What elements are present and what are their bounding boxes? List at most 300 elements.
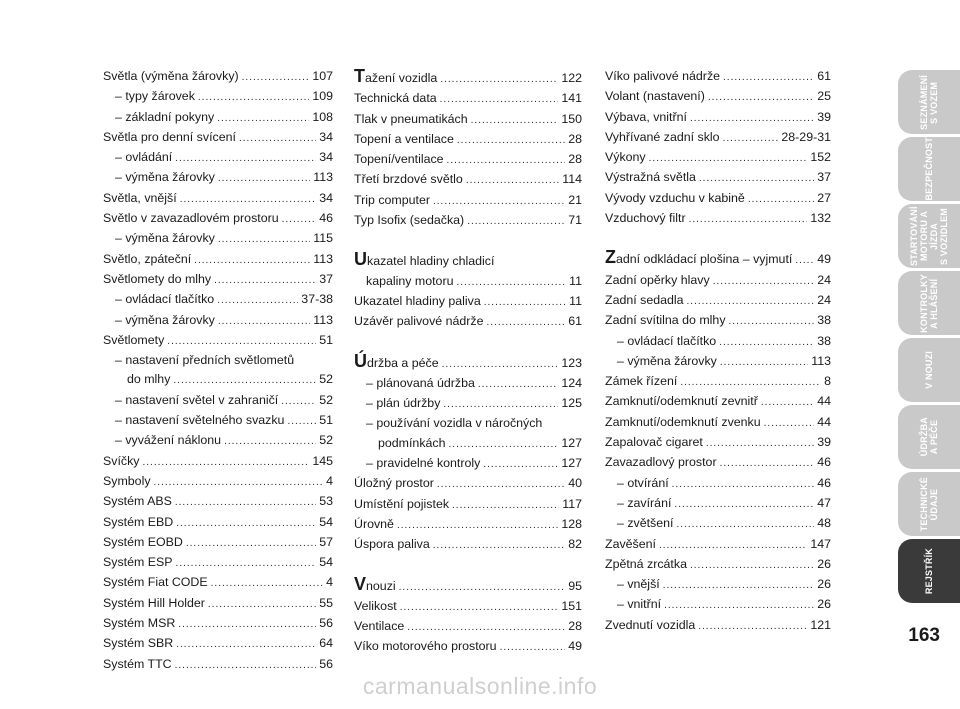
index-entry-text: Zadní opěrky hlavy [605,272,710,287]
index-entry-title [617,474,669,493]
index-entry-title [354,191,430,210]
index-entry-title [605,291,684,310]
dot-leader [720,353,808,372]
index-entry-page: 107 [312,69,333,83]
index-entry-text: Zamknutí/odemknutí zvenku [605,414,761,429]
index-entry-page: 108 [312,109,333,124]
chapter-tab-label: KONTROLKY A HLÁŠENÍ [919,273,939,333]
index-entry [354,637,582,657]
section-gap [354,556,582,575]
index-entry-title [617,514,673,533]
index-entry-text: Víko palivové nádrže [605,69,721,83]
index-entry-page: 64 [319,636,333,651]
index-entry-page: 82 [568,537,582,552]
index-entry-title [354,515,394,534]
index-entry-text: – plán údržby [366,396,441,411]
index-entry-text: – používání vozidla v náročných [366,416,543,431]
dot-leader [176,635,316,654]
index-entry [605,352,831,372]
index-entry-page: 124 [561,375,582,390]
chapter-tab-label: TECHNICKÉ ÚDAJE [919,476,939,532]
dot-leader [178,615,316,634]
index-entry-title [605,148,646,167]
chapter-tab [898,472,960,536]
index-entry-page: 26 [817,577,831,592]
dot-leader [672,475,815,494]
index-entry [354,515,582,535]
index-entry-text: Systém TTC [103,656,172,671]
index-entry [354,67,582,89]
index-entry-page: 47 [817,495,831,510]
index-entry-page: 121 [810,617,831,632]
index-entry-page: 150 [561,111,582,126]
dot-leader [214,271,316,290]
index-entry-page: 24 [817,272,831,287]
index-entry-title [605,271,710,290]
index-entry [354,292,582,312]
index-entry-page: 113 [313,170,333,185]
index-entry-page: 26 [817,597,831,612]
index-entry-title [378,434,446,453]
dot-leader [713,272,815,291]
index-entry [605,67,831,87]
index-entry-page: 38 [817,313,831,328]
index-entry-text: Třetí brzdové světlo [354,172,463,187]
index-entry-title [115,229,215,248]
index-entry [354,414,582,433]
index-entry-title [103,250,191,269]
index-entry-page: 52 [319,372,333,387]
section-initial: Ú [354,350,367,371]
index-entry-title [103,533,183,552]
index-entry-page: 38 [817,333,831,348]
index-entry-page: 54 [319,555,333,570]
index-entry-page: 37-38 [301,292,333,307]
index-entry-text: Světla, vnější [103,190,177,205]
index-entry-text: – výměna žárovky [115,312,215,327]
index-entry [605,128,831,148]
dot-leader [143,453,310,472]
dot-leader [723,129,779,148]
dot-leader [698,617,807,636]
dot-leader [689,210,808,229]
index-entry-page: 113 [313,251,333,266]
dot-leader [175,493,316,512]
index-entry-page: 4 [326,575,333,590]
index-entry-title [103,492,172,511]
section-gap [354,231,582,250]
dot-leader [176,554,317,573]
index-entry [354,312,582,332]
index-entry-text: Systém Hill Holder [103,595,205,610]
dot-leader [173,371,316,390]
dot-leader [471,111,559,130]
index-entry-title [115,148,172,167]
index-entry-page: 54 [319,514,333,529]
index-entry-page: 4 [326,473,333,488]
index-entry-title [103,209,279,228]
index-entry-page: 34 [319,129,333,144]
index-entry-text: – typy žárovek [115,89,195,104]
index-entry [354,352,582,374]
index-entry-text: – základní pokyny [115,109,215,124]
index-entry [103,209,333,229]
dot-leader [180,190,317,209]
index-entry-title [617,595,661,614]
index-entry-page: 49 [568,639,582,654]
index-entry-page: 57 [319,534,333,549]
index-entry [354,474,582,494]
index-entry-text: – ovládací tlačítko [115,292,215,307]
dot-leader [452,496,559,515]
index-entry-title [605,372,677,391]
dot-leader [211,574,323,593]
index-entry-title [354,130,454,149]
index-entry-text: Typ Isofix (sedačka) [354,213,465,228]
index-entry-page: 56 [319,656,333,671]
index-entry-page: 46 [817,475,831,490]
index-entry-page: 46 [817,455,831,470]
section-initial: U [354,249,367,270]
section-initial: T [354,66,365,86]
index-entry-title [617,494,671,513]
index-entry-title [354,575,396,596]
index-entry [354,272,582,292]
index-entry-title [103,128,236,147]
index-entry [354,89,582,109]
index-entry [605,189,831,209]
index-entry-title [605,168,696,187]
chapter-tab-label: REJSTŘÍK [924,547,934,595]
chapter-tab-label: SEZNÁMENÍ S VOZEM [919,74,939,130]
dot-leader [198,88,309,107]
index-entry-title [617,575,660,594]
dot-leader [663,576,815,595]
index-entry [103,573,333,593]
chapter-tab [898,204,960,268]
index-entry-text: – zavírání [617,495,672,510]
index-entry-page: 152 [810,150,831,165]
index-entry [605,248,831,270]
index-entry-page: 39 [817,435,831,450]
chapter-tab [898,539,960,603]
dot-leader [486,313,565,332]
index-entry-text: Systém SBR [103,636,174,651]
index-entry-page: 40 [568,476,582,491]
index-entry-text: Světla (výměna žárovky) [103,69,239,83]
index-entry-text: Volant (nastavení) [605,89,705,104]
dot-leader [719,333,814,352]
index-entry-title [354,110,468,129]
index-entry-text: – vnější [617,577,660,592]
dot-leader [466,171,559,190]
index-entry-page: 109 [312,89,333,104]
index-entry [103,634,333,654]
index-entry-title [605,209,686,228]
index-entry [103,168,333,188]
dot-leader [706,434,814,453]
index-entry-text: Zámek řízení [605,374,678,389]
index-entry-title [354,312,483,331]
index-entry-title [115,108,214,127]
chapter-tab [898,338,960,402]
index-entry [103,87,333,107]
index-entry-page: 44 [817,394,831,409]
chapter-tab [898,271,960,335]
index-entry-title [605,555,687,574]
index-entry-page: 61 [568,314,582,329]
index-entry [605,413,831,433]
index-entry-title [127,370,170,389]
index-entry-page: 52 [319,433,333,448]
index-entry [605,311,831,331]
index-entry-page: 48 [817,516,831,531]
index-entry-title [354,535,430,554]
index-entry-title [605,248,792,269]
index-entry [354,535,582,555]
index-entry-text: Trip computer [354,192,430,207]
index-entry-text: Výstražná světla [605,170,696,185]
index-entry-page: 8 [824,374,831,389]
index-entry [103,290,333,310]
index-entry-page: 34 [319,190,333,205]
index-entry-text: Ukazatel hladiny paliva [354,293,481,308]
index-entry [354,394,582,414]
index-entry-title [115,311,215,330]
index-entry-title [605,189,745,208]
index-entry-text: – vnitřní [617,597,662,612]
index-entry-title [366,394,440,413]
index-entry-page: 26 [817,556,831,571]
dot-leader [708,88,814,107]
dot-leader [154,473,324,492]
index-entry-title [115,87,195,106]
index-entry-page: 25 [817,89,831,104]
dot-leader [723,68,814,87]
index-column-3 [605,67,831,636]
index-entry-text: Úrovně [354,516,394,531]
dot-leader [218,169,310,188]
dot-leader [407,618,565,637]
index-entry [103,533,333,553]
index-entry [354,130,582,150]
index-entry-title [366,272,453,291]
index-entry [354,191,582,211]
dot-leader [764,414,815,433]
dot-leader [400,598,559,617]
index-entry-title [354,170,463,189]
dot-leader [690,556,814,575]
dot-leader [500,638,566,657]
dot-leader [483,455,558,474]
dot-leader [478,375,558,394]
index-column-2 [354,67,582,658]
index-entry-title [354,89,437,108]
index-entry-text: – plánovaná údržba [366,375,475,390]
dot-leader [437,475,565,494]
index-entry-text: ažení vozidla [365,71,438,85]
index-entry-page: 24 [817,292,831,307]
index-entry-text: Systém EBD [103,514,174,529]
dot-leader [218,230,310,249]
index-entry [605,595,831,615]
index-entry-title [115,411,284,430]
index-entry-title [605,392,758,411]
index-entry-title [354,474,434,493]
index-entry-text: Technická data [354,91,437,106]
index-entry [103,431,333,451]
index-entry-text: nouzi [366,578,396,593]
index-entry-title [103,331,164,350]
index-entry [103,614,333,634]
index-entry [103,452,333,472]
dot-leader [699,169,814,188]
index-entry-text: Víko motorového prostoru [354,639,497,654]
index-entry-text: Zapalovač cigaret [605,435,703,450]
index-entry-text: Svíčky [103,453,140,468]
dot-leader [217,109,309,128]
index-entry [103,128,333,148]
index-entry-text: Úspora paliva [354,537,430,552]
index-entry [354,374,582,394]
index-entry-title [103,189,177,208]
index-entry [103,411,333,431]
index-entry-title [366,374,475,393]
index-entry-page: 51 [319,413,333,428]
index-entry-title [103,614,175,633]
index-entry-text: Symboly [103,473,151,488]
index-entry-title [605,128,720,147]
index-entry-text: Vzduchový filtr [605,211,686,226]
index-entry-page: 28 [568,619,582,634]
index-entry [103,270,333,290]
index-entry-title [103,270,211,289]
dot-leader [676,515,814,534]
index-entry-text: Topení/ventilace [354,152,444,167]
section-gap [605,229,831,248]
dot-leader [449,435,559,454]
index-entry-title [103,67,239,86]
index-entry-text: Ventilace [354,619,405,634]
index-entry-page: 51 [319,332,333,347]
dot-leader [680,373,821,392]
index-entry [605,291,831,311]
dot-leader [217,291,298,310]
index-entry [605,453,831,473]
index-entry-text: Systém ESP [103,555,173,570]
index-entry-text: – výměna žárovky [617,353,717,368]
dot-leader [208,595,316,614]
index-entry-page: 34 [319,150,333,165]
index-entry-title [605,453,717,472]
index-entry-page: 132 [810,211,831,226]
index-entry-title [103,655,172,674]
index-entry-title [366,454,480,473]
chapter-tab [898,405,960,469]
index-entry [605,372,831,392]
index-entry [103,513,333,533]
dot-leader [167,332,316,351]
index-entry-title [605,433,703,452]
index-entry-page: 21 [568,192,582,207]
index-entry-page: 55 [319,595,333,610]
dot-leader [175,149,316,168]
dot-leader [186,534,316,553]
index-entry-text: Výkony [605,150,646,165]
section-initial: V [354,573,367,594]
index-entry-text: kazatel hladiny chladicí [367,254,495,269]
index-entry-text: – nastavení světelného svazku [115,413,285,428]
index-entry-page: 53 [319,494,333,509]
index-entry-text: Systém EOBD [103,534,183,549]
index-entry-page: 39 [817,109,831,124]
index-entry-text: Zpětná zrcátka [605,556,687,571]
index-entry-text: Zamknutí/odemknutí zevnitř [605,394,758,409]
index-entry-text: – nastavení předních světlometů [115,353,295,368]
index-entry [605,474,831,494]
index-entry-title [354,352,439,373]
index-entry-page: 125 [561,396,582,411]
index-entry-title [115,391,278,410]
index-entry [354,434,582,454]
index-entry-text: Světlo, zpáteční [103,251,192,266]
index-entry-page: 52 [319,392,333,407]
index-entry [103,492,333,512]
index-entry [354,110,582,130]
index-entry-page: 61 [817,69,831,83]
dot-leader [649,149,808,168]
dot-leader [397,516,558,535]
index-entry-page: 123 [561,355,582,370]
index-entry-title [103,472,151,491]
dot-leader [218,312,310,331]
chapter-tab-label: ÚDRŽBA A PÉČE [919,417,939,457]
dot-leader [443,395,558,414]
index-entry-title [115,431,221,450]
chapter-tab-label: STARTOVÁNÍ MOTORU A JÍZDA S VOZIDLEM [909,206,949,266]
index-entry [103,331,333,351]
index-entry-text: Světlomety [103,332,165,347]
index-entry-text: Systém ABS [103,494,172,509]
index-entry-text: Vývody vzduchu v kabině [605,190,745,205]
index-entry-page: 44 [817,414,831,429]
index-entry-page: 49 [817,252,831,267]
index-entry-text: – otvírání [617,475,669,490]
index-entry-title [354,250,494,271]
chapter-tab-label: BEZPEČNOST [924,137,934,201]
index-entry-text: Zadní sedadla [605,292,684,307]
dot-leader [729,312,815,331]
index-entry [103,250,333,270]
index-entry-title [103,573,208,592]
index-entry-title [605,535,656,554]
index-entry-title [354,597,397,616]
index-entry-title [605,87,705,106]
index-entry-title [115,290,214,309]
index-entry-text: Světla pro denní svícení [103,129,236,144]
index-entry-page: 115 [313,231,333,246]
chapter-tab [898,137,960,201]
index-entry [354,495,582,515]
dot-leader [456,273,566,292]
index-entry [605,494,831,514]
dot-leader [442,355,559,374]
dot-leader [176,514,316,533]
index-entry [103,229,333,249]
index-entry-text: Uzávěr palivové nádrže [354,314,484,329]
dot-leader [761,393,814,412]
index-entry-page: 127 [561,435,582,450]
